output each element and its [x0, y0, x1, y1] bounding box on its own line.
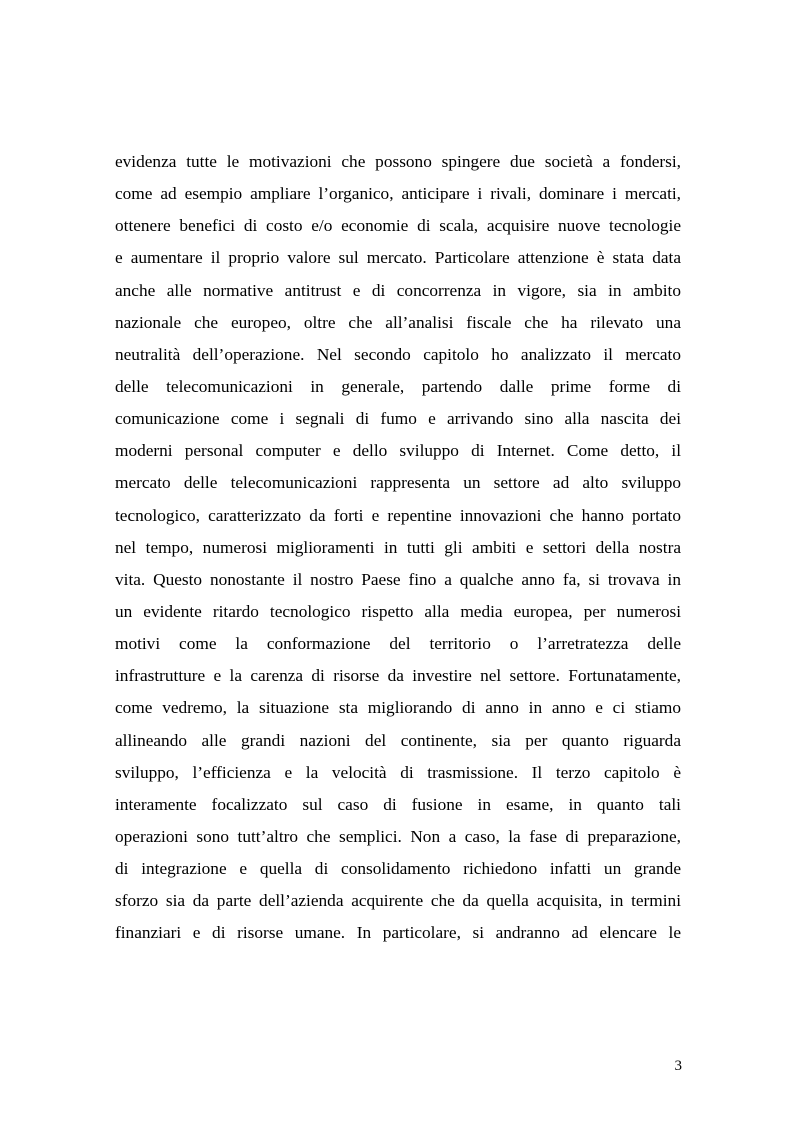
text-line: sviluppo, l’efficienza e la velocità di trasmissione. Il terzo capitolo è: [115, 762, 681, 782]
text-line: delle telecomunicazioni in generale, partendo dalle prime forme di: [115, 376, 681, 396]
text-line: anche alle normative antitrust e di concorrenza in vigore, sia in ambito: [115, 280, 681, 300]
text-line: nel tempo, numerosi miglioramenti in tutti gli ambiti e settori della nostra: [115, 537, 681, 557]
text-line: vita. Questo nonostante il nostro Paese fino a qualche anno fa, si trovava in: [115, 569, 681, 589]
text-line: come ad esempio ampliare l’organico, anticipare i rivali, dominare i mercati,: [115, 184, 681, 204]
text-line: infrastrutture e la carenza di risorse da investire nel settore. Fortunatamente,: [115, 666, 681, 686]
text-line: evidenza tutte le motivazioni che possono spingere due società a fondersi,: [115, 152, 681, 171]
text-line: nazionale che europeo, oltre che all’analisi fiscale che ha rilevato una: [115, 312, 681, 332]
text-line: moderni personal computer e dello sviluppo di Internet. Come detto, il: [115, 441, 681, 461]
text-line: mercato delle telecomunicazioni rappresenta un settore ad alto sviluppo: [115, 473, 681, 493]
text-line: neutralità dell’operazione. Nel secondo capitolo ho analizzato il mercato: [115, 344, 681, 364]
text-line: ottenere benefici di costo e/o economie di scala, acquisire nuove tecnologie: [115, 216, 681, 236]
text-line: e aumentare il proprio valore sul mercato. Particolare attenzione è stata data: [115, 248, 681, 268]
text-line: un evidente ritardo tecnologico rispetto alla media europea, per numerosi: [115, 601, 681, 621]
text-line: interamente focalizzato sul caso di fusione in esame, in quanto tali: [115, 794, 681, 814]
text-line: finanziari e di risorse umane. In particolare, si andranno ad elencare le: [115, 923, 681, 943]
text-line: come vedremo, la situazione sta migliorando di anno in anno e ci stiamo: [115, 698, 681, 718]
text-line: di integrazione e quella di consolidamento richiedono infatti un grande: [115, 859, 681, 879]
text-line: tecnologico, caratterizzato da forti e repentine innovazioni che hanno portato: [115, 505, 681, 525]
text-line: allineando alle grandi nazioni del continente, sia per quanto riguarda: [115, 730, 681, 750]
text-line: sforzo sia da parte dell’azienda acquirente che da quella acquisita, in termini: [115, 891, 681, 911]
text-line: comunicazione come i segnali di fumo e arrivando sino alla nascita dei: [115, 409, 681, 429]
text-line: motivi come la conformazione del territorio o l’arretratezza delle: [115, 634, 681, 654]
text-line: operazioni sono tutt’altro che semplici. Non a caso, la fase di preparazione,: [115, 826, 681, 846]
page-number: 3: [674, 1058, 682, 1074]
body-paragraph: [115, 146, 681, 950]
